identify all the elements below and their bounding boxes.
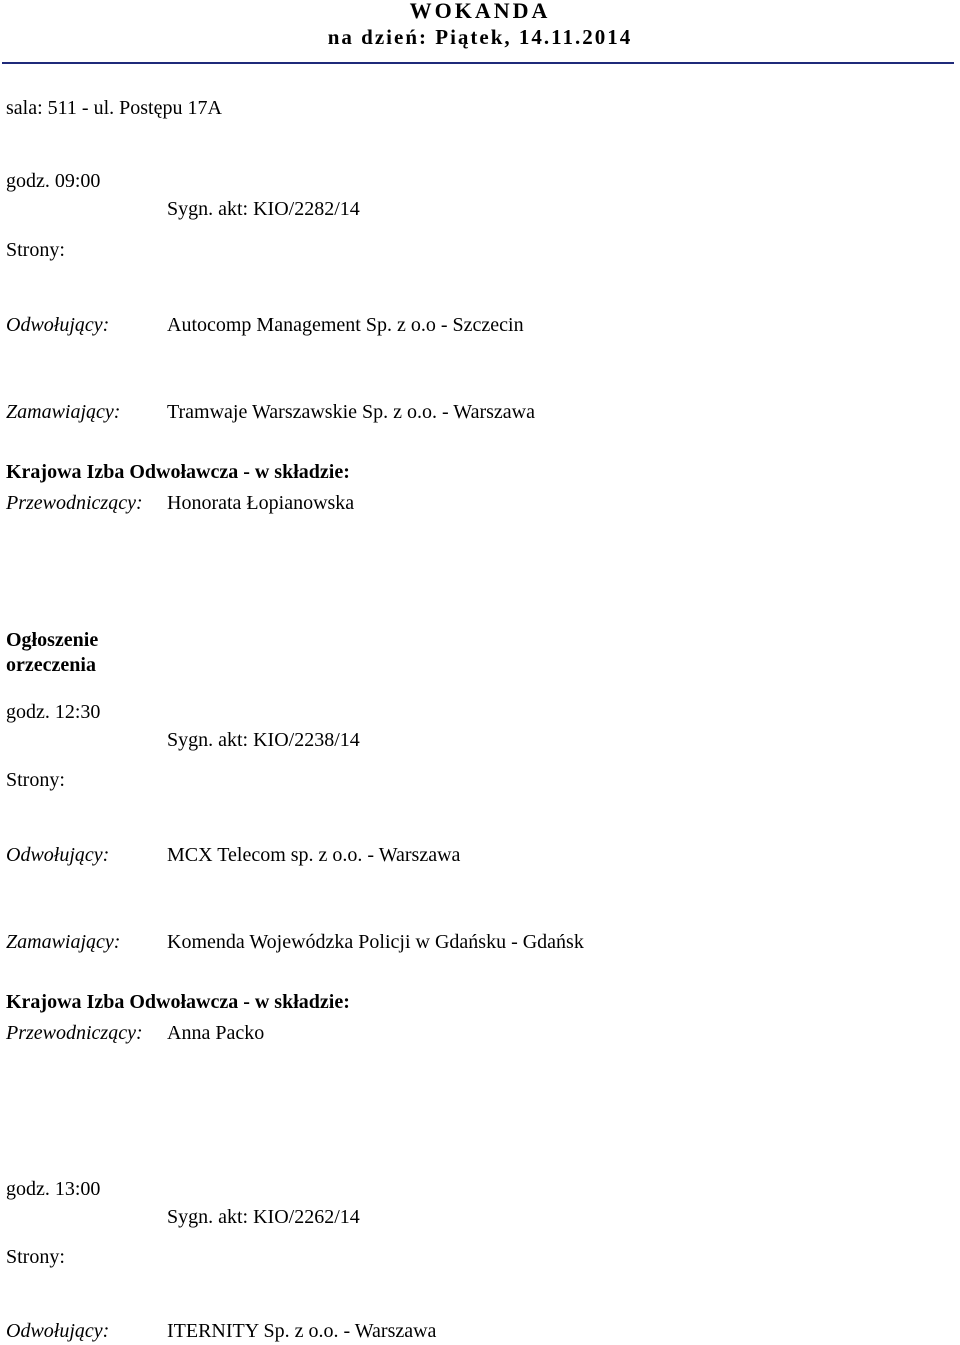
parties-label: Strony: [6, 239, 65, 261]
case-time: godz. 13:00 [6, 1178, 101, 1200]
case-time: godz. 09:00 [6, 170, 101, 192]
appellant-value: ITERNITY Sp. z o.o. - Warszawa [167, 1320, 437, 1342]
announcement-note: orzeczenia [6, 654, 96, 676]
parties-label: Strony: [6, 769, 65, 791]
date-line: na dzień: Piątek, 14.11.2014 [327, 25, 633, 49]
case-number: Sygn. akt: KIO/2238/14 [167, 729, 360, 751]
contracting-value: Komenda Wojewódzka Policji w Gdańsku - Gdańsk [167, 931, 584, 953]
appellant-label: Odwołujący: [6, 1320, 110, 1342]
appellant-value: Autocomp Management Sp. z o.o - Szczecin [167, 314, 524, 336]
appellant-label: Odwołujący: [6, 844, 110, 866]
contracting-label: Zamawiający: [6, 401, 121, 423]
contracting-label: Zamawiający: [6, 931, 121, 953]
chair-value: Honorata Łopianowska [167, 492, 355, 514]
contracting-value: Tramwaje Warszawskie Sp. z o.o. - Warszawa [167, 401, 535, 423]
case-number: Sygn. akt: KIO/2282/14 [167, 198, 360, 220]
chamber-heading: Krajowa Izba Odwoławcza - w składzie: [6, 461, 350, 483]
appellant-label: Odwołujący: [6, 314, 110, 336]
chamber-heading: Krajowa Izba Odwoławcza - w składzie: [6, 991, 350, 1013]
appellant-value: MCX Telecom sp. z o.o. - Warszawa [167, 844, 461, 866]
chair-label: Przewodniczący: [6, 492, 143, 514]
room-line: sala: 511 - ul. Postępu 17A [6, 97, 222, 119]
parties-label: Strony: [6, 1246, 65, 1268]
header-divider [2, 62, 954, 64]
announcement-note: Ogłoszenie [6, 629, 99, 651]
chair-value: Anna Packo [167, 1022, 265, 1044]
page-title: WOKANDA [409, 0, 551, 23]
case-number: Sygn. akt: KIO/2262/14 [167, 1206, 360, 1228]
case-time: godz. 12:30 [6, 701, 101, 723]
chair-label: Przewodniczący: [6, 1022, 143, 1044]
